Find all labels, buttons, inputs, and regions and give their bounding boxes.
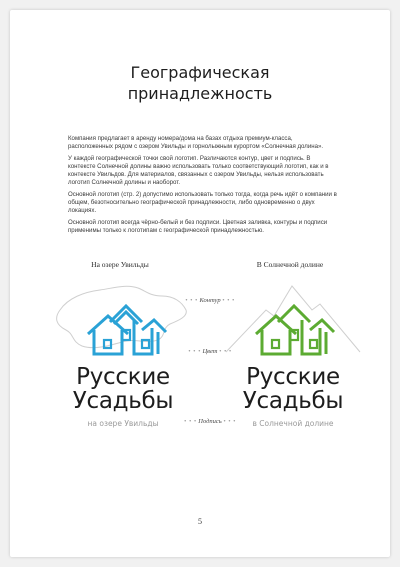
right-brand-wordmark <box>208 365 378 413</box>
paragraph-2: У каждой географической точки свой логотип. Различаются контур, цвет и подпись. В контексте Солнечной долины важно использовать только соответствующий логотип, как и в контексте Увильдов. Для материалов, связанных с озером Увильды, нельзя использовать логотип Солнечной долины и наоборот. <box>68 155 329 186</box>
paragraph-4: Основной логотип всегда чёрно-белый и без подписи. Цветная заливка, контуры и подписи применимы только к логотипам с географической принадлежностью. <box>68 219 328 234</box>
color-dots-left: • • • <box>188 348 201 355</box>
right-brand-line-1: Русские <box>246 364 340 390</box>
left-place-caption: на озере Увильды <box>87 419 159 428</box>
right-brand-line-2: Усадьбы <box>242 388 344 414</box>
page-title <box>10 62 390 104</box>
left-logo-label: На озере Увильды <box>91 260 149 269</box>
contour-dots-right: • • • <box>222 297 235 304</box>
caption-dots-right: • • • <box>223 418 236 425</box>
body-text <box>68 135 338 239</box>
color-callout-label: Цвет <box>202 348 218 355</box>
paragraph-3: Основной логотип (стр. 2) допустимо использовать только тогда, когда речь идёт о компании в общем, безотносительно географической принадлежности, либо одновременно о двух локациях. <box>68 191 337 214</box>
right-place-caption: в Солнечной долине <box>252 419 334 428</box>
mountain-contour-shape <box>226 286 360 352</box>
page-title-line-2: принадлежность <box>127 84 273 103</box>
caption-dots-left: • • • <box>184 418 197 425</box>
caption-callout-label: Подпись <box>198 418 222 425</box>
left-brand-wordmark <box>38 365 208 413</box>
right-logo-label: В Солнечной долине <box>256 260 324 269</box>
page-title-line-1: Географическая <box>130 63 270 82</box>
page-number: 5 <box>198 517 202 526</box>
contour-callout <box>182 297 238 304</box>
left-brand-line-1: Русские <box>76 364 170 390</box>
color-dots-right: • • • <box>219 348 232 355</box>
left-brand-line-2: Усадьбы <box>72 388 174 414</box>
contour-dots-left: • • • <box>185 297 198 304</box>
contour-callout-label: Контур <box>199 297 221 304</box>
green-houses-icon <box>256 306 334 354</box>
document-page <box>10 10 390 557</box>
paragraph-1: Компания предлагает в аренду номера/дома на базах отдыха премиум-класса, расположенных рядом с озером Увильды и горнолыжным курортом «Солнечная долина». <box>68 135 324 150</box>
color-callout <box>182 348 238 355</box>
